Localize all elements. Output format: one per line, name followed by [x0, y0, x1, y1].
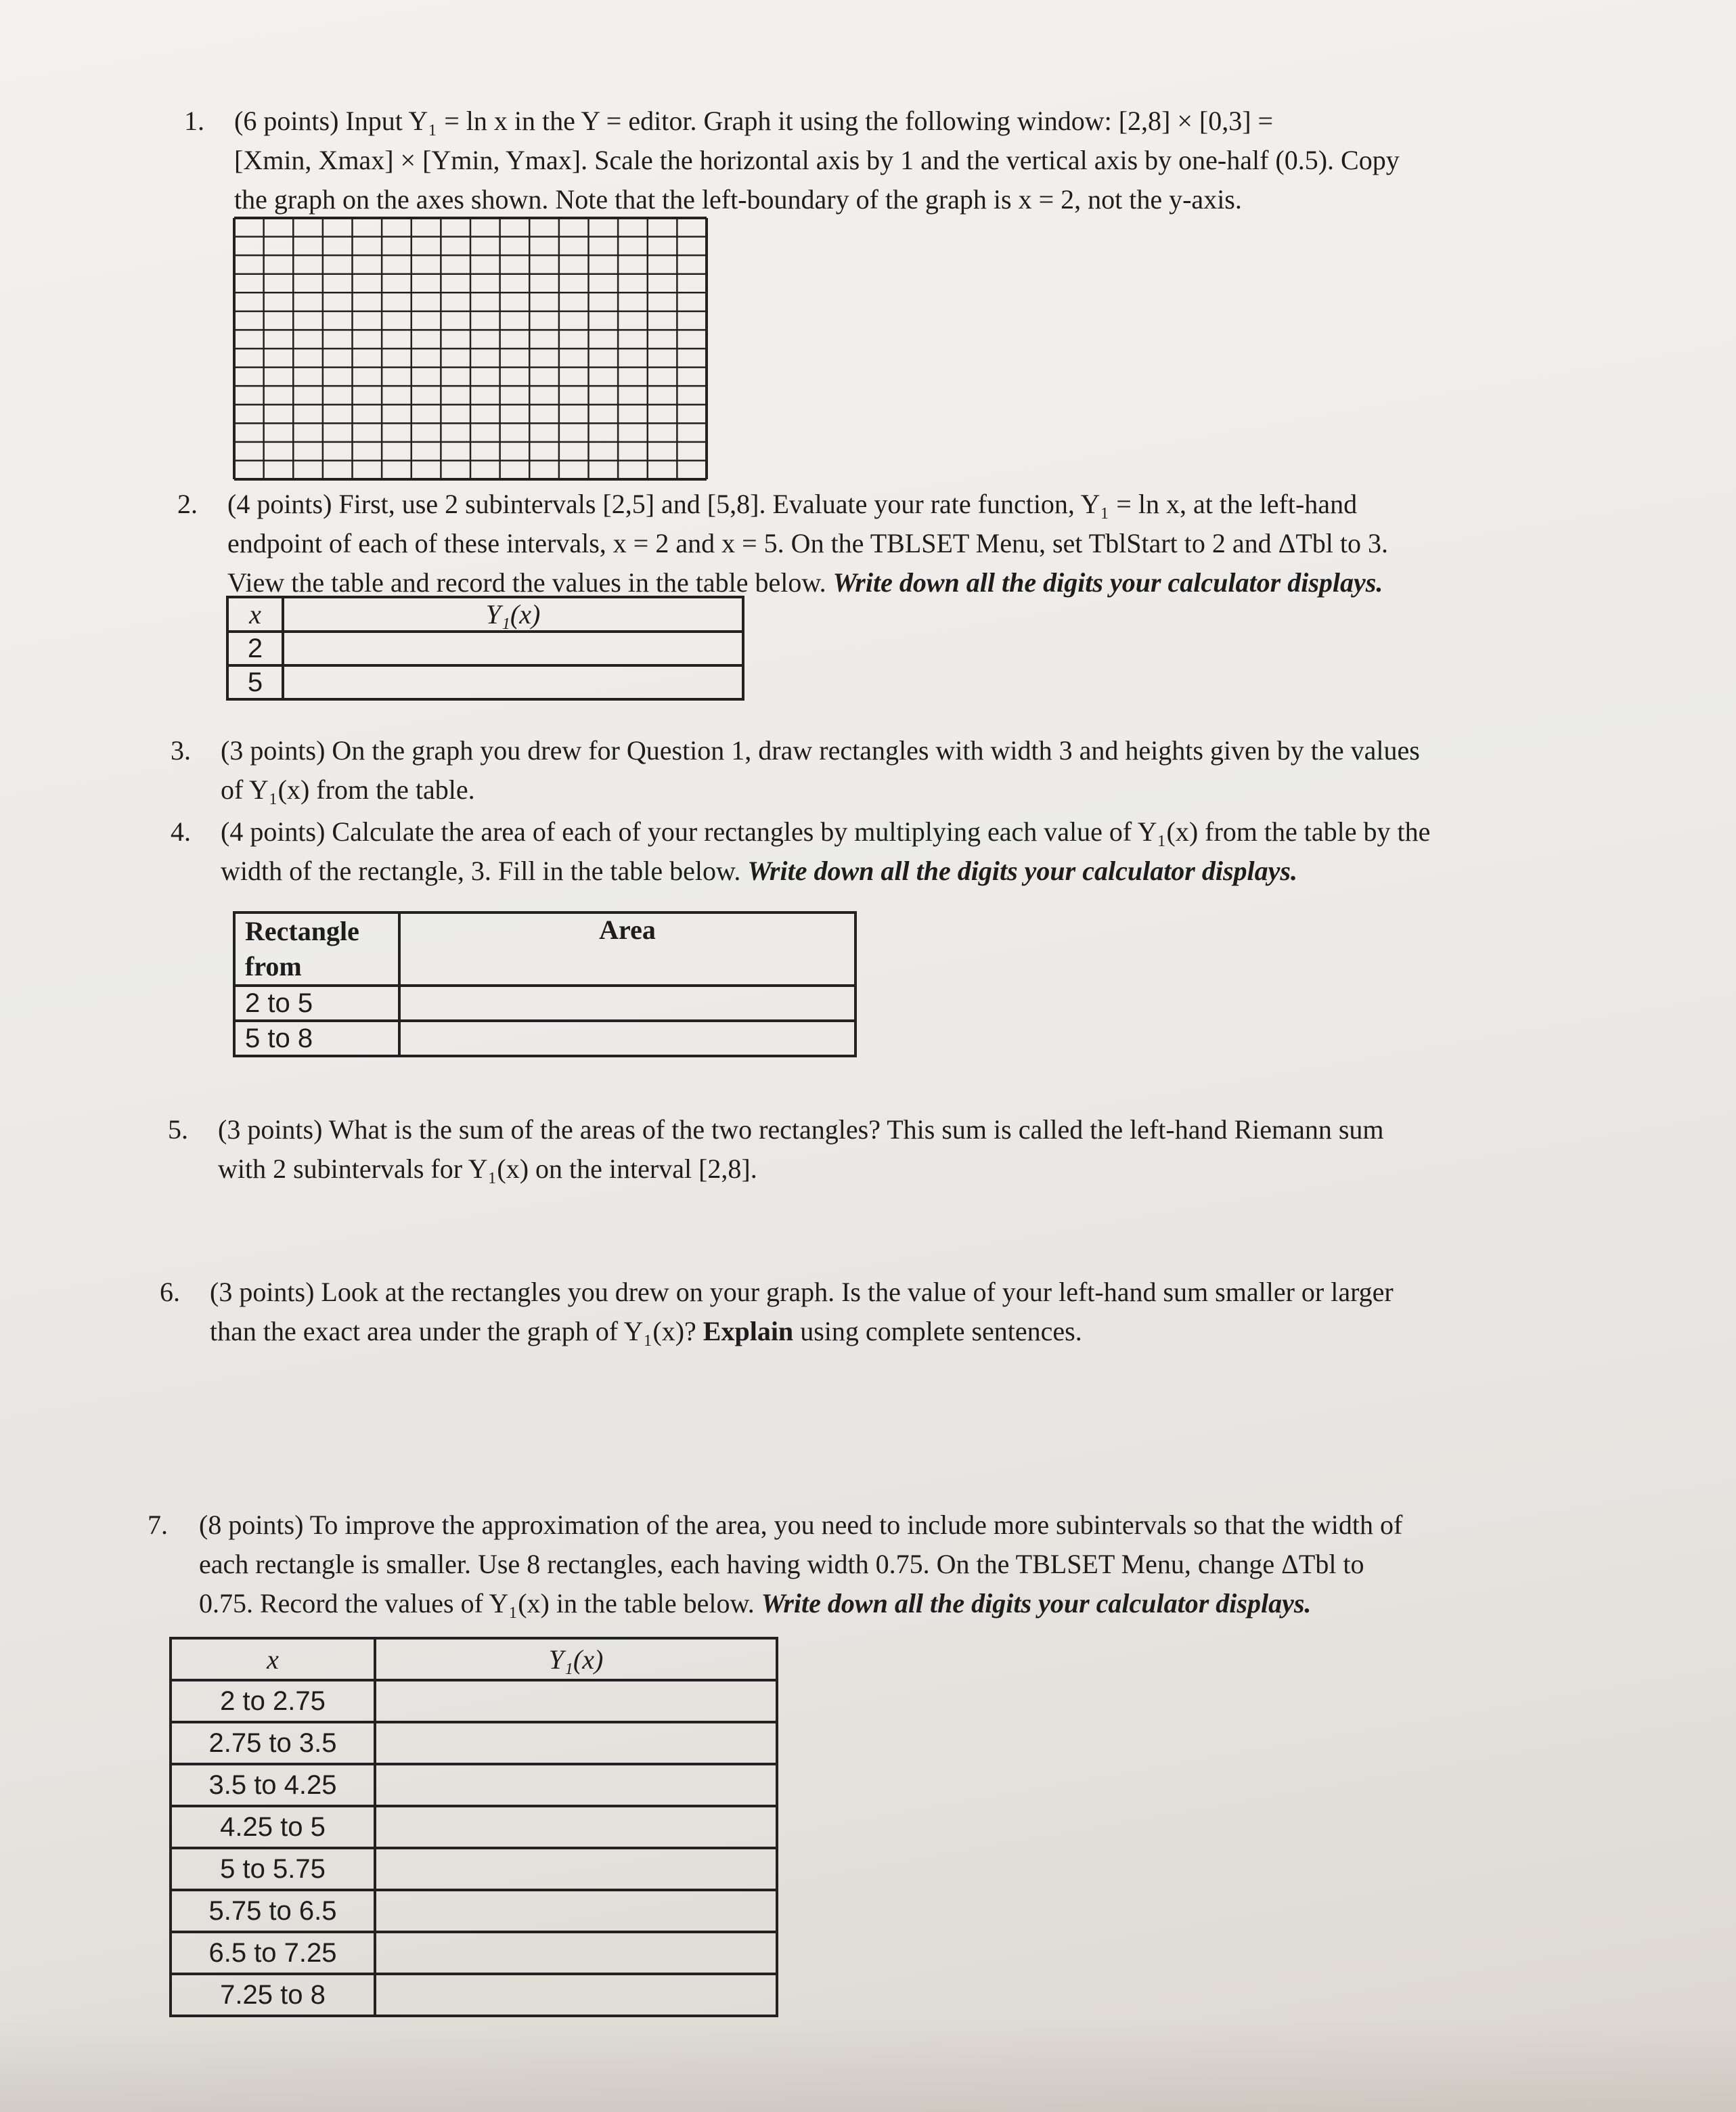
emphasis-text: Write down all the digits your calculator displays. [747, 856, 1297, 886]
table-q7 [169, 1637, 778, 2017]
question-number: 4. [171, 816, 191, 847]
question-4-line-2: width of the rectangle, 3. Fill in the table below. Write down all the digits your calculator displays. [221, 856, 1297, 886]
question-7-line-2: each rectangle is smaller. Use 8 rectangles, each having width 0.75. On the TBLSET Menu, change ΔTbl to [199, 1549, 1364, 1579]
table-row [234, 1021, 855, 1056]
cell-interval: 5 to 5.75 [171, 1848, 375, 1890]
question-number: 3. [171, 735, 191, 766]
question-7 [148, 1505, 1637, 1623]
question-6-line-2: than the exact area under the graph of Y₁(x)? Explain using complete sentences. [210, 1316, 1082, 1346]
question-3-line-1: (3 points) On the graph you drew for Question 1, draw rectangles with width 3 and heights given by the values [221, 735, 1420, 766]
emphasis-text: Write down all the digits your calculator displays. [761, 1588, 1312, 1619]
cell-interval: 7.25 to 8 [171, 1974, 375, 2016]
question-2-line-2: endpoint of each of these intervals, x = 2 and x = 5. On the TBLSET Menu, set TblStart to 2 and ΔTbl to 3. [227, 528, 1389, 558]
question-2-line-3: View the table and record the values in the table below. Write down all the digits your calculator displays. [227, 567, 1383, 598]
cell-answer[interactable] [375, 1974, 777, 2016]
table-row [171, 1848, 777, 1890]
col-header-area: Area [399, 912, 855, 986]
cell-x: 2 [227, 632, 283, 665]
table-row [171, 1680, 777, 1722]
graph-grid[interactable] [233, 217, 708, 481]
question-2-line-1: (4 points) First, use 2 subintervals [2,5] and [5,8]. Evaluate your rate function, Y₁ = ln x, at the left-hand [227, 489, 1358, 519]
question-number: 2. [177, 489, 198, 519]
question-7-line-1: (8 points) To improve the approximation of the area, you need to include more subintervals so that the width of [199, 1510, 1403, 1540]
col-header-x: x [227, 597, 283, 632]
cell-interval: 2 to 5 [234, 986, 399, 1021]
table-row [234, 986, 855, 1021]
cell-interval: 5.75 to 6.5 [171, 1890, 375, 1932]
question-1-line-2: [Xmin, Xmax] × [Ymin, Ymax]. Scale the horizontal axis by 1 and the vertical axis by one-half (0.5). Copy [234, 145, 1400, 175]
question-1 [184, 102, 1592, 219]
table-row [227, 632, 743, 665]
emphasis-text: Write down all the digits your calculator displays. [832, 567, 1383, 598]
col-header-rectangle: Rectangle from [234, 912, 399, 986]
question-5-line-2: with 2 subintervals for Y₁(x) on the interval [2,8]. [218, 1153, 757, 1184]
question-number: 1. [184, 106, 204, 136]
table-row [171, 1890, 777, 1932]
cell-interval: 3.5 to 4.25 [171, 1764, 375, 1806]
question-number: 7. [148, 1510, 168, 1540]
table-q2 [226, 596, 744, 701]
question-number: 6. [160, 1277, 180, 1307]
cell-interval: 2 to 2.75 [171, 1680, 375, 1722]
table-row [171, 1722, 777, 1764]
cell-x: 5 [227, 665, 283, 699]
explain-bold: Explain [703, 1316, 794, 1346]
question-4-line-1: (4 points) Calculate the area of each of your rectangles by multiplying each value of Y₁(x) from the table by the [221, 816, 1431, 847]
table-row [171, 1974, 777, 2016]
question-4 [171, 812, 1619, 891]
cell-interval: 4.25 to 5 [171, 1806, 375, 1848]
col-header-y1: Y₁(x) [283, 597, 743, 632]
cell-answer[interactable] [375, 1722, 777, 1764]
cell-answer[interactable] [375, 1932, 777, 1974]
cell-answer[interactable] [375, 1890, 777, 1932]
cell-interval: 6.5 to 7.25 [171, 1932, 375, 1974]
question-number: 5. [168, 1114, 188, 1145]
cell-answer[interactable] [375, 1848, 777, 1890]
table-row [171, 1806, 777, 1848]
col-header-y1: Y₁(x) [375, 1638, 777, 1680]
question-1-line-1: (6 points) Input Y₁ = ln x in the Y = editor. Graph it using the following window: [2,8] × [0,3] = [234, 106, 1274, 136]
cell-answer[interactable] [399, 986, 855, 1021]
question-7-line-3: 0.75. Record the values of Y₁(x) in the table below. Write down all the digits your calculator displays. [199, 1588, 1312, 1619]
table-row [171, 1764, 777, 1806]
question-5-line-1: (3 points) What is the sum of the areas of the two rectangles? This sum is called the left-hand Riemann sum [218, 1114, 1384, 1145]
question-6-line-1: (3 points) Look at the rectangles you drew on your graph. Is the value of your left-hand sum smaller or larger [210, 1277, 1394, 1307]
question-3 [171, 731, 1612, 810]
cell-interval: 2.75 to 3.5 [171, 1722, 375, 1764]
table-row [227, 665, 743, 699]
question-2 [177, 485, 1605, 602]
table-row [171, 1932, 777, 1974]
photo-shadow [0, 2017, 1736, 2112]
question-1-line-3: the graph on the axes shown. Note that the left-boundary of the graph is x = 2, not the y-axis. [234, 184, 1242, 215]
cell-answer[interactable] [375, 1680, 777, 1722]
cell-answer[interactable] [283, 632, 743, 665]
cell-answer[interactable] [399, 1021, 855, 1056]
cell-answer[interactable] [375, 1764, 777, 1806]
col-header-x: x [171, 1638, 375, 1680]
question-5 [168, 1110, 1623, 1189]
question-6 [160, 1273, 1628, 1351]
question-3-line-2: of Y₁(x) from the table. [221, 774, 475, 805]
cell-interval: 5 to 8 [234, 1021, 399, 1056]
cell-answer[interactable] [375, 1806, 777, 1848]
cell-answer[interactable] [283, 665, 743, 699]
table-q4 [233, 911, 857, 1057]
